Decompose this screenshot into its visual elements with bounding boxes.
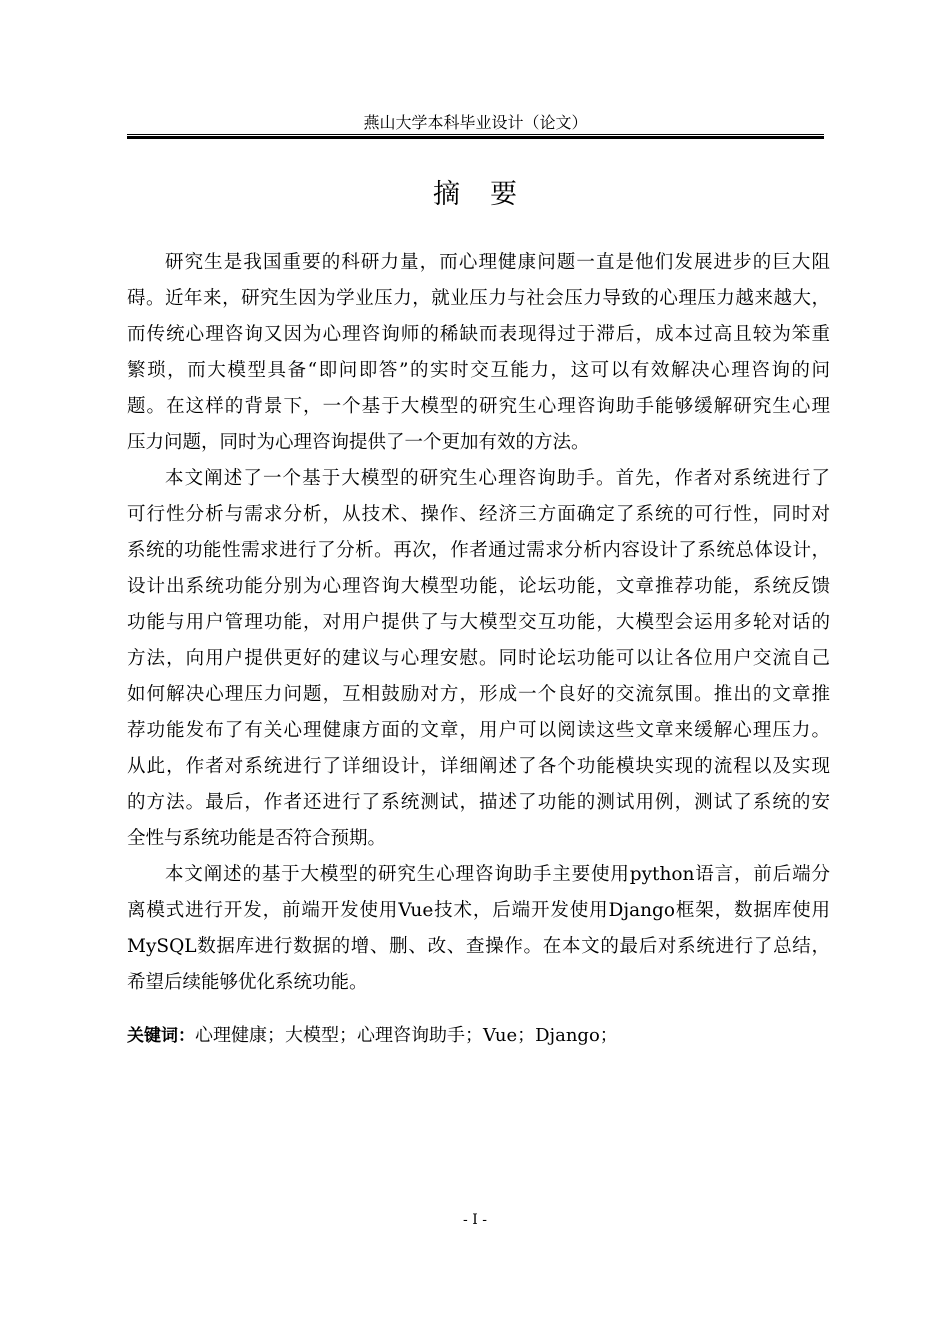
- text-line: 本文阐述的基于大模型的研究生心理咨询助手主要使用python语言，前后端分: [165, 864, 830, 885]
- text-line: 压力问题，同时为心理咨询提供了一个更加有效的方法。: [127, 432, 590, 453]
- text-line: 如何解决心理压力问题，互相鼓励对方，形成一个良好的交流氛围。推出的文章推: [127, 684, 830, 705]
- text-line: 本文阐述了一个基于大模型的研究生心理咨询助手。首先，作者对系统进行了: [165, 468, 830, 489]
- header-rule-thick: [127, 136, 824, 139]
- page-title: 摘要: [433, 179, 547, 210]
- header-rule-thin: [127, 134, 824, 135]
- text-line: 全性与系统功能是否符合预期。: [127, 828, 387, 849]
- text-line: 而传统心理咨询又因为心理咨询师的稀缺而表现得过于滞后，成本过高且较为笨重: [127, 324, 830, 345]
- keywords-label: 关键词：: [127, 1026, 195, 1046]
- paragraph: [127, 857, 830, 1001]
- text-line: 碍。近年来，研究生因为学业压力，就业压力与社会压力导致的心理压力越来越大，: [127, 288, 830, 309]
- text-line: 的方法。最后，作者还进行了系统测试，描述了功能的测试用例，测试了系统的安: [127, 792, 830, 813]
- text-line: 荐功能发布了有关心理健康方面的文章，用户可以阅读这些文章来缓解心理压力。: [127, 720, 830, 741]
- text-line: 题。在这样的背景下，一个基于大模型的研究生心理咨询助手能够缓解研究生心理: [127, 396, 830, 417]
- keywords: [127, 1018, 618, 1054]
- abstract-body: [127, 245, 830, 1001]
- text-line: 功能与用户管理功能，对用户提供了与大模型交互功能，大模型会运用多轮对话的: [127, 612, 830, 633]
- page-number: - I -: [463, 1212, 487, 1228]
- paragraph: [127, 461, 830, 857]
- paragraph: [127, 245, 830, 461]
- text-line: 系统的功能性需求进行了分析。再次，作者通过需求分析内容设计了系统总体设计，: [127, 540, 830, 561]
- text-line: MySQL数据库进行数据的增、删、改、查操作。在本文的最后对系统进行了总结，: [127, 936, 830, 957]
- text-line: 设计出系统功能分别为心理咨询大模型功能，论坛功能，文章推荐功能，系统反馈: [127, 576, 830, 597]
- text-line: 研究生是我国重要的科研力量，而心理健康问题一直是他们发展进步的巨大阻: [165, 252, 830, 273]
- text-line: 希望后续能够优化系统功能。: [127, 972, 368, 993]
- text-line: 可行性分析与需求分析，从技术、操作、经济三方面确定了系统的可行性，同时对: [127, 504, 830, 525]
- text-line: 离模式进行开发，前端开发使用Vue技术，后端开发使用Django框架，数据库使用: [127, 900, 830, 921]
- running-header: 燕山大学本科毕业设计（论文）: [363, 113, 588, 132]
- text-line: 从此，作者对系统进行了详细设计，详细阐述了各个功能模块实现的流程以及实现: [127, 756, 830, 777]
- text-line: 方法，向用户提供更好的建议与心理安慰。同时论坛功能可以让各位用户交流自己: [127, 648, 830, 669]
- text-line: 繁琐，而大模型具备“即问即答”的实时交互能力，这可以有效解决心理咨询的问: [127, 360, 830, 381]
- keywords-value: 心理健康；大模型；心理咨询助手；Vue；Django；: [195, 1025, 618, 1046]
